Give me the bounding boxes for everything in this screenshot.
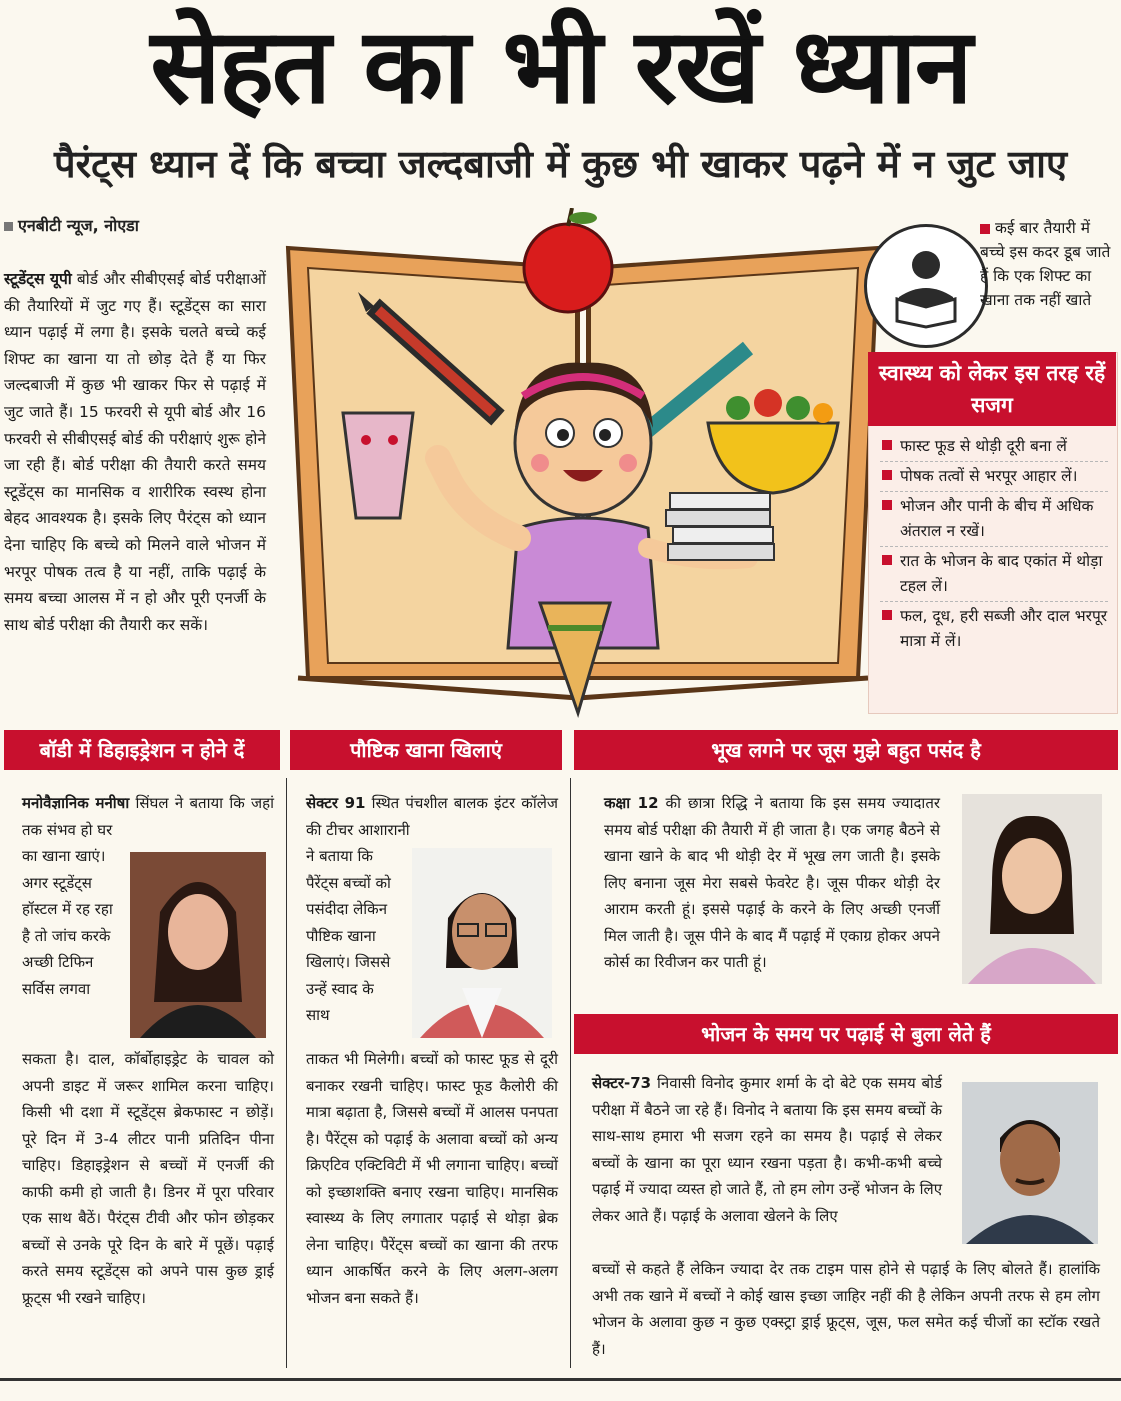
mealtime-lead: सेक्टर-73 [592, 1074, 652, 1092]
intro-body: बोर्ड और सीबीएसई बोर्ड परीक्षाओं की तैयारियों में जुट गए हैं। स्टूडेंट्स का सारा ध्यान पढ़ाई में लगा है। इसके चलते बच्चे कई शिफ्ट का खाना या तो छोड़ देते हैं या फिर जल्दबाजी में कुछ भी खाकर फिर से पढ़ाई में जुट जाते हैं। 15 फरवरी से यूपी बोर्ड और 16 फरवरी से सीबीएसई बोर्ड की परीक्षाएं शुरू होने जा रही हैं। बोर्ड परीक्षा की तैयारी करते समय स्टूडेंट्स का मानसिक व शारीरिक स्वस्थ होना बेहद आवश्यक है। इसके लिए पैरंट्स को ध्यान देना चाहिए कि बच्चे को मिलने वाले भोजन में भरपूर पोषक तत्व है या नहीं, ताकि पढ़ाई के समय बच्चा आलस में न हो और पूरी एनर्जी के साथ बोर्ड परीक्षा की तैयारी कर सकें। [4, 270, 266, 634]
dehydration-body-top: सिंघल ने बताया कि जहां तक संभव हो घर [22, 794, 274, 839]
dehydration-text-bottom: सकता है। दाल, कॉर्बोहाइड्रेट के चावल को अपनी डाइट में जरूर शामिल करना चाहिए। किसी भी दशा में स्टूडेंट्स ब्रेकफास्ट न छोड़ें। पूरे दिन में 3-4 लीटर पानी प्रतिदिन पीना चाहिए। डिहाइड्रेशन से बच्चों में एनर्जी की काफी कमी हो जाती है। डिनर में पूरा परिवार एक साथ बैठें। पैरंट्स टीवी और फोन छोड़कर बच्चों से उनके पूरे दिन के बारे में पूछें। पढ़ाई करते समय स्टूडेंट्स को अपने पास कुछ ड्राई फ्रूट्स भी रखने चाहिए। [22, 1050, 274, 1307]
teacher-photo [412, 848, 552, 1038]
student-photo [962, 794, 1102, 984]
headline: सेहत का भी रखें ध्यान [150, 5, 971, 127]
juice-lead: कक्षा 12 [604, 794, 659, 812]
tips-title: स्वास्थ्य को लेकर इस तरह रहें सजग [868, 352, 1116, 426]
section-title-nutrition: पौष्टिक खाना खिलाएं [290, 730, 562, 770]
section-title-mealtime: भोजन के समय पर पढ़ाई से बुला लेते हैं [574, 1014, 1118, 1054]
side-note-text: कई बार तैयारी में बच्चे इस कदर डूब जाते हैं कि एक शिफ्ट का खाना तक नहीं खाते [980, 219, 1111, 309]
juice-text [604, 790, 940, 976]
nutrition-text-top [306, 790, 558, 843]
tip-item: रात के भोजन के बाद एकांत में थोड़ा टहल लें। [880, 547, 1108, 602]
tips-list [880, 432, 1108, 656]
side-note [980, 216, 1114, 312]
byline [4, 214, 139, 236]
column-divider [570, 778, 571, 1368]
intro-lead: स्टूडेंट्स यूपी [4, 270, 72, 288]
section-title-juice: भूख लगने पर जूस मुझे बहुत पसंद है [574, 730, 1118, 770]
book-illustration [278, 208, 888, 723]
mealtime-text-side [592, 1070, 942, 1229]
nutrition-body-top: स्थित पंचशील बालक इंटर कॉलेज की टीचर आशारानी [306, 794, 559, 839]
subheadline: पैरंट्स ध्यान दें कि बच्चा जल्दबाजी में कुछ भी खाकर पढ़ने में न जुट जाए [53, 142, 1067, 186]
student-reading-icon [864, 224, 988, 348]
intro-text [4, 266, 266, 638]
dehydration-lead: मनोवैज्ञानिक मनीषा [22, 794, 130, 812]
mealtime-text-bottom: बच्चों से कहते हैं लेकिन ज्यादा देर तक टाइम पास होने से पढ़ाई के लिए बोलते हैं। हालांकि अभी तक खाने में बच्चों ने कोई खास इच्छा जाहिर नहीं की है लेकिन अपनी तरफ से हम लोग भोजन के अलावा कुछ न कुछ एक्स्ट्रा ड्राई फ्रूट्स, जूस, फल समेत कई चीजों का स्टॉक रखते हैं। [592, 1260, 1100, 1358]
mealtime-body-side: निवासी विनोद कुमार शर्मा के दो बेटे एक समय बोर्ड परीक्षा में बैठने जा रहे हैं। विनोद ने बताया कि इस समय बच्चों के साथ-साथ हमारा भी सजग रहने का समय है। पढ़ाई से लेकर बच्चों के खाना का पूरा ध्यान रखना पड़ता है। कभी-कभी बच्चे पढ़ाई में ज्यादा व्यस्त हो जाते हैं, तो हम लोग उन्हें भोजन के लिए लेकर आते हैं। पढ़ाई के अलावा खेलने के लिए [592, 1074, 942, 1225]
psychologist-photo [130, 852, 266, 1038]
side-note-square-icon [980, 224, 990, 234]
nutrition-lead: सेक्टर 91 [306, 794, 366, 812]
byline-square-icon [4, 222, 13, 231]
tip-item: फास्ट फूड से थोड़ी दूरी बना लें [880, 432, 1108, 462]
juice-body: की छात्रा रिद्धि ने बताया कि इस समय ज्यादातर समय बोर्ड परीक्षा की तैयारी में ही जाता है। एक जगह बैठने से खाना खाने के बाद भी थोड़ी देर में भूख लग जाती है। इसके लिए बनाना जूस मेरा सबसे फेवरेट है। जूस पीकर थोड़ी देर आराम करती हूं। इससे पढ़ाई के करने के लिए अच्छी एनर्जी मिल जाती है। जूस पीने के बाद मैं पढ़ाई में एकाग्र होकर अपने कोर्स का रिवीजन कर पाती हूं। [604, 794, 940, 971]
column-divider [286, 778, 287, 1368]
tip-item: फल, दूध, हरी सब्जी और दाल भरपूर मात्रा में लें। [880, 602, 1108, 656]
nutrition-text-side: ने बताया कि पैरेंट्स बच्चों को पसंदीदा लेकिन पौष्टिक खाना खिलाएं। जिससे उन्हें स्वाद के साथ [306, 847, 391, 1024]
byline-text: एनबीटी न्यूज, नोएडा [18, 216, 139, 235]
parent-photo [962, 1082, 1098, 1244]
tip-item: पोषक तत्वों से भरपूर आहार लें। [880, 462, 1108, 492]
nutrition-text-bottom: ताकत भी मिलेगी। बच्चों को फास्ट फूड से दूरी बनाकर रखनी चाहिए। फास्ट फूड कैलोरी की मात्रा बढ़ाता है, जिससे बच्चों में आलस पनपता है। पैरेंट्स को पढ़ाई के अलावा बच्चों को अन्य क्रिएटिव एक्टिविटी में भी लगाना चाहिए। बच्चों को इच्छाशक्ति बनाए रखना चाहिए। मानसिक स्वास्थ्य के लिए लगातार पढ़ाई से थोड़ा ब्रेक लेना चाहिए। पैरेंट्स बच्चों का खाना की तरफ ध्यान आकर्षित करने के लिए अलग-अलग भोजन बना सकते हैं। [306, 1050, 558, 1307]
dehydration-text-top [22, 790, 274, 843]
bottom-rule [0, 1378, 1121, 1381]
dehydration-text-side: का खाना खाएं। अगर स्टूडेंट्स हॉस्टल में रह रहा है तो जांच करके अच्छी टिफिन सर्विस लगवा [22, 847, 113, 998]
section-title-dehydration: बॉडी में डिहाइड्रेशन न होने दें [4, 730, 280, 770]
tip-item: भोजन और पानी के बीच में अधिक अंतराल न रखें। [880, 492, 1108, 547]
